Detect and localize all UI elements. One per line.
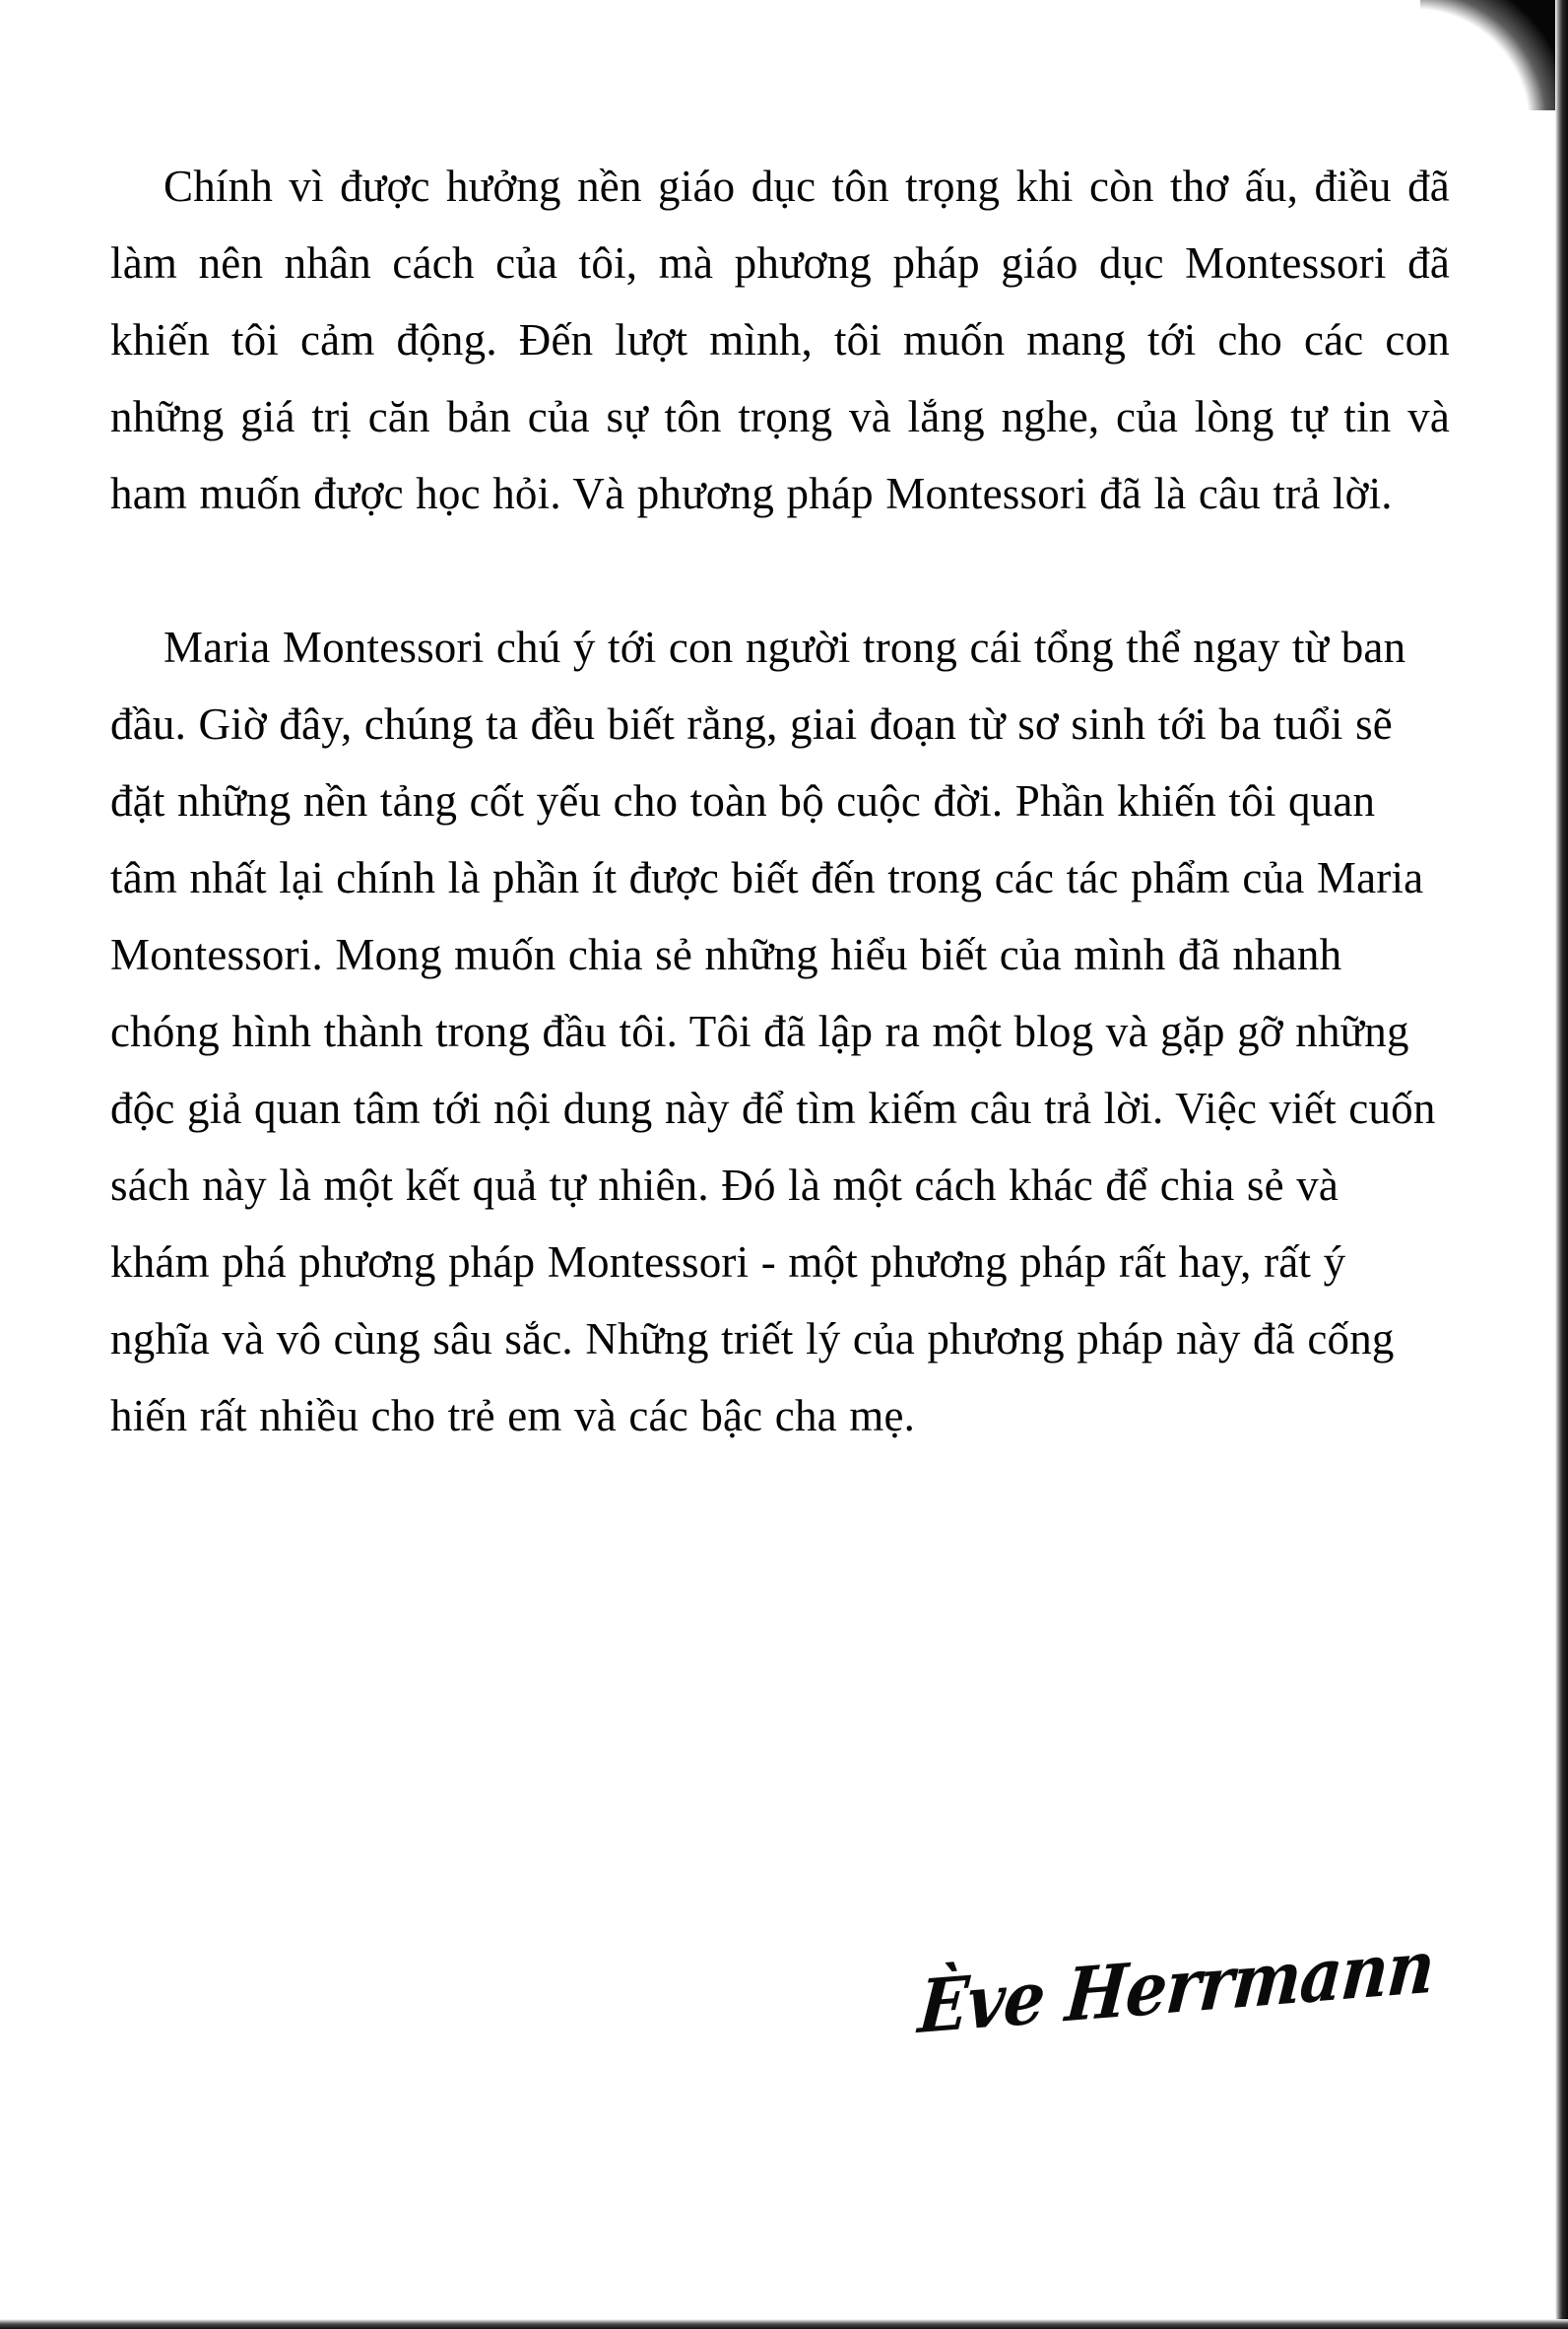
paragraph-1-text: Chính vì được hưởng nền giáo dục tôn trọng khi còn thơ ấu, điều đã làm nên nhân cách của tôi, mà phương pháp giáo dục Montessori đã khiến tôi cảm động. Đến lượt mình, tôi muốn mang tới cho các con những giá trị căn bản của sự tôn trọng và lắng nghe, của lòng tự tin và ham muốn được học hỏi. Và phương pháp Montessori đã là câu trả lời. — [110, 162, 1450, 518]
page-curl-shadow — [1381, 0, 1568, 138]
author-signature: Ève Herrmann — [915, 1922, 1437, 2051]
page-body — [110, 148, 1450, 1454]
scan-edge-bottom — [0, 2319, 1568, 2329]
scan-edge-right — [1555, 0, 1568, 2329]
paragraph-2 — [110, 609, 1450, 1454]
signature-block — [0, 1922, 1568, 2051]
paragraph-2-text: Maria Montessori chú ý tới con người trong cái tổng thể ngay từ ban đầu. Giờ đây, chúng ta đều biết rằng, giai đoạn từ sơ sinh tới ba tuổi sẽ đặt những nền tảng cốt yếu cho toàn bộ cuộc đời. Phần khiến tôi quan tâm nhất lại chính là phần ít được biết đến trong các tác phẩm của Maria Montessori. Mong muốn chia sẻ những hiểu biết của mình đã nhanh chóng hình thành trong đầu tôi. Tôi đã lập ra một blog và gặp gỡ những độc giả quan tâm tới nội dung này để tìm kiếm câu trả lời. Việc viết cuốn sách này là một kết quả tự nhiên. Đó là một cách khác để chia sẻ và khám phá phương pháp Montessori - một phương pháp rất hay, rất ý nghĩa và vô cùng sâu sắc. Những triết lý của phương pháp này đã cống hiến rất nhiều cho trẻ em và các bậc cha mẹ. — [110, 623, 1436, 1440]
page-curl-highlight — [1420, 0, 1568, 110]
paragraph-1 — [110, 148, 1450, 532]
